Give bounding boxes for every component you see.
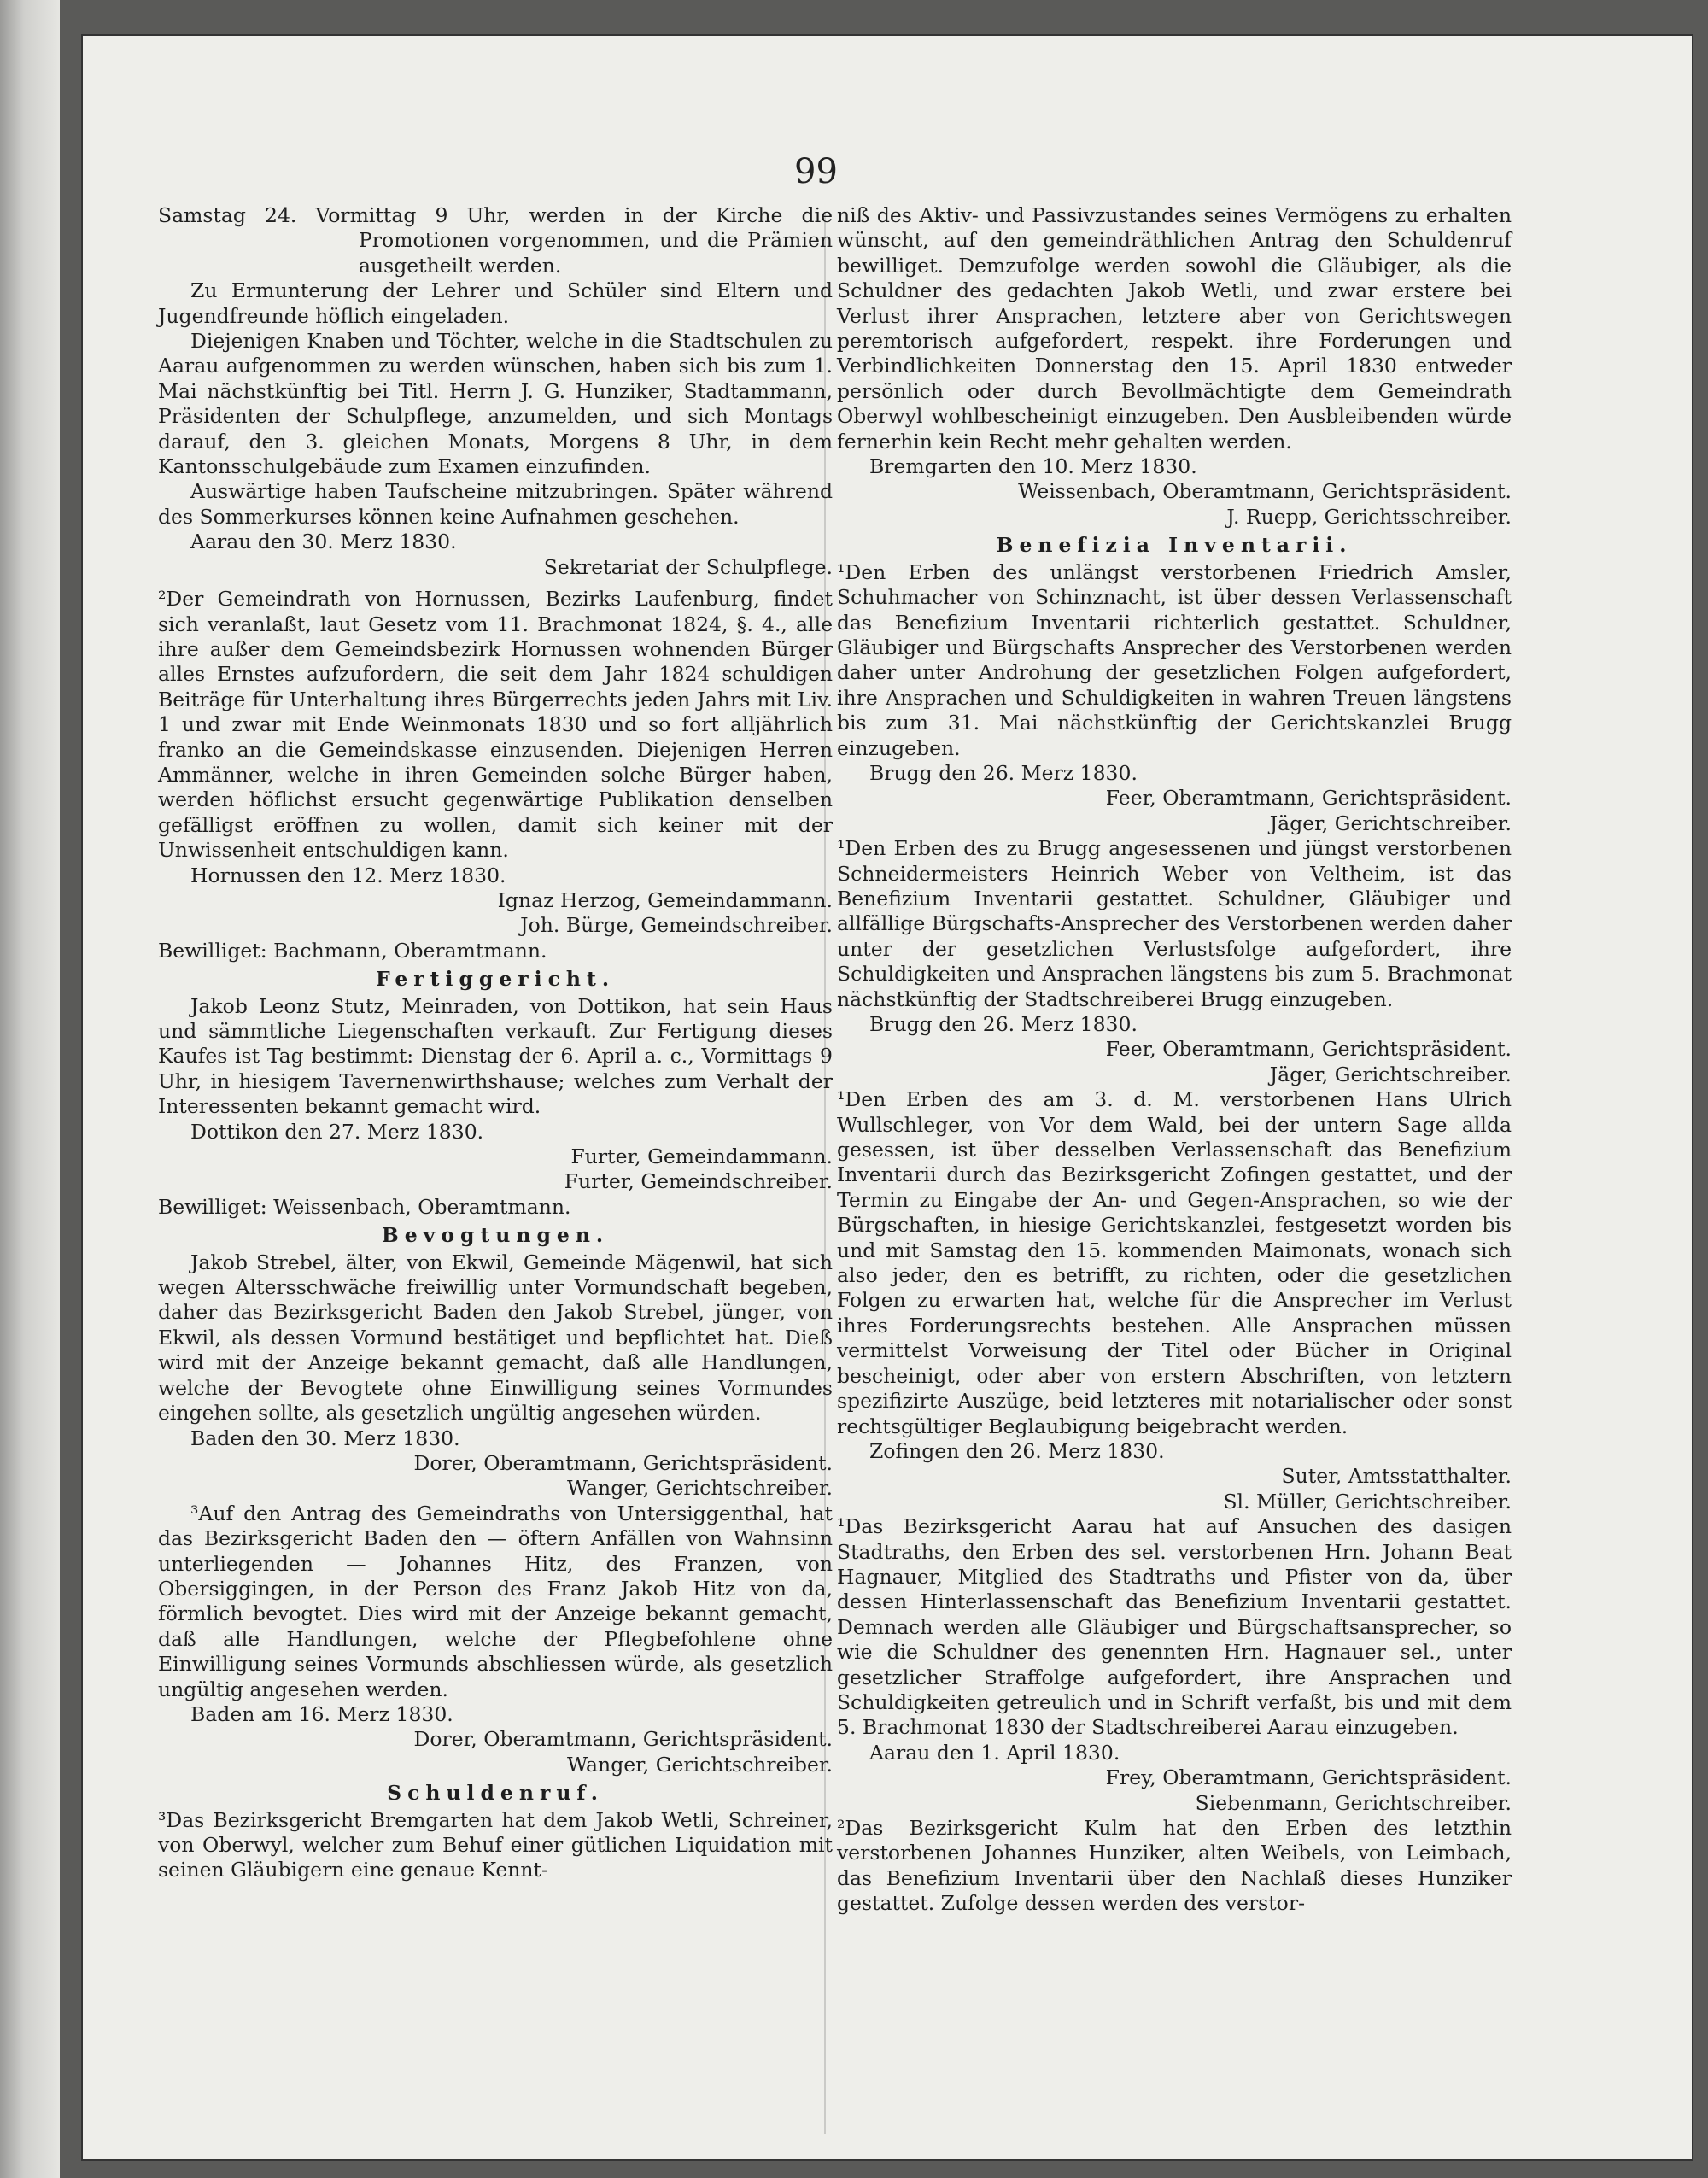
- signature: Sekretariat der Schulpflege.: [543, 554, 833, 579]
- page-number: 99: [794, 152, 838, 191]
- dateline: Dottikon den 27. Merz 1830.: [190, 1119, 484, 1144]
- paragraph: ¹Den Erben des unlängst verstorbenen Friedrich Amsler, Schuhmacher von Schinznacht, ist über dessen Verlassenschaft das Benefizium Inventarii richterlich gestattet. Schuldner, Gläubiger und Bürgschafts Ansprecher des Verstorbenen werden daher unter Androhung der gesetzlichen Folgen aufgefordert, ihre Ansprachen und Schuldigkeiten in wahren Treuen längstens bis zum 31. Mai nächstkünftig der Gerichtskanzlei Brugg einzugeben.: [837, 559, 1512, 760]
- left-column: [158, 203, 833, 1883]
- paragraph: ¹Den Erben des zu Brugg angesessenen und jüngst verstorbenen Schneidermeisters Heinrich Weber von Veltheim, ist das Benefizium Inventarii gestattet. Schuldner, Gläubiger und allfällige Bürgschafts-Ansprecher des Verstorbenen werden daher unter der gesetzlichen Verlustsfolge aufgefordert, ihre Schuldigkeiten und Ansprachen längstens bis zum 5. Brachmonat nächstkünftig der Stadtschreiberei Brugg einzugeben.: [837, 836, 1512, 1011]
- signature: Feer, Oberamtmann, Gerichtspräsident.: [1105, 1037, 1512, 1062]
- paragraph: Zu Ermunterung der Lehrer und Schüler sind Eltern und Jugendfreunde höflich eingeladen.: [158, 278, 833, 328]
- right-column: [837, 203, 1512, 1917]
- signature: Joh. Bürge, Gemeindschreiber.: [520, 913, 833, 938]
- approval-line: Bewilliget: Bachmann, Oberamtmann.: [158, 938, 547, 963]
- paragraph: Auswärtige haben Taufscheine mitzubringen. Später während des Sommerkurses können keine Aufnahmen geschehen.: [158, 479, 833, 529]
- paragraph: Diejenigen Knaben und Töchter, welche in die Stadtschulen zu Aarau aufgenommen zu werden wünschen, haben sich bis zum 1. Mai nächstkünftig bei Titl. Herrn J. G. Hunziker, Stadtammann, Präsidenten der Schulpflege, anzumelden, und sich Montags darauf, den 3. gleichen Monats, Morgens 8 Uhr, in dem Kantonsschulgebäude zum Examen einzufinden.: [158, 329, 833, 479]
- paragraph: ³Auf den Antrag des Gemeindraths von Untersiggenthal, hat das Bezirksgericht Baden den — öftern Anfällen von Wahnsinn unterliegenden — Johannes Hitz, des Franzen, von Obersiggingen, in der Person des Franz Jakob Hitz von da, förmlich bevogtet. Dies wird mit der Anzeige bekannt gemacht, daß alle Handlungen, welche der Pflegbefohlene ohne Einwilligung seines Vormunds abschliessen würde, als gesetzlich ungültig angesehen werden.: [158, 1501, 833, 1701]
- signature: J. Ruepp, Gerichtsschreiber.: [1226, 504, 1512, 529]
- dateline: Baden den 30. Merz 1830.: [190, 1426, 460, 1450]
- approval-line: Bewilliget: Weissenbach, Oberamtmann.: [158, 1194, 571, 1219]
- paragraph: Jakob Leonz Stutz, Meinraden, von Dottikon, hat sein Haus und sämmtliche Liegenschaften verkauft. Zur Fertigung dieses Kaufes ist Tag bestimmt: Dienstag der 6. April a. c., Vormittags 9 Uhr, in hiesigem Tavernenwirthshause; welches zum Verhalt der Interessenten bekannt gemacht wird.: [158, 993, 833, 1119]
- book-spine-shadow: [0, 0, 60, 2178]
- section-heading: Bevogtungen.: [381, 1223, 610, 1248]
- signature: Frey, Oberamtmann, Gerichtspräsident.: [1105, 1765, 1512, 1790]
- signature: Furter, Gemeindschreiber.: [564, 1169, 833, 1194]
- paragraph: ²Das Bezirksgericht Kulm hat den Erben des letzthin verstorbenen Johannes Hunziker, alten Weibels, von Leimbach, das Benefizium Inventarii über den Nachlaß dieses Hunziker gestattet. Zufolge dessen werden des verstor-: [837, 1816, 1512, 1916]
- dateline: Bremgarten den 10. Merz 1830.: [869, 454, 1197, 479]
- signature: Wanger, Gerichtschreiber.: [566, 1752, 833, 1777]
- paragraph: Jakob Strebel, älter, von Ekwil, Gemeinde Mägenwil, hat sich wegen Altersschwäche freiwillig unter Vormundschaft begeben, daher das Bezirksgericht Baden den Jakob Strebel, jünger, von Ekwil, als dessen Vormund bestätiget und bepflichtet hat. Dieß wird mit der Anzeige bekannt gemacht, daß alle Handlungen, welche der Bevogtete ohne Einwilligung seines Vormundes eingehen sollte, als gesetzlich ungültig angesehen würden.: [158, 1250, 833, 1426]
- paragraph: ²Der Gemeindrath von Hornussen, Bezirks Laufenburg, findet sich veranlaßt, laut Gesetz vom 11. Brachmonat 1824, §. 4., alle ihre außer dem Gemeindsbezirk Hornussen wohnenden Bürger alles Ernstes aufzufordern, die seit dem Jahr 1824 schuldigen Beiträge für Unterhaltung ihres Bürgerrechts jeden Jahrs mit Liv. 1 und zwar mit Ende Weinmonats 1830 und so fort alljährlich franko an die Gemeindskasse einzusenden. Diejenigen Herren Ammänner, welche in ihren Gemeinden solche Bürger haben, werden höflichst ersucht gegenwärtige Publikation denselben gefälligst eröffnen zu wollen, damit sich keiner mit der Unwissenheit entschuldigen kann.: [158, 587, 833, 863]
- signature: Jäger, Gerichtschreiber.: [1269, 1062, 1512, 1086]
- signature: Siebenmann, Gerichtschreiber.: [1195, 1790, 1512, 1815]
- section-heading: Benefizia Inventarii.: [996, 533, 1353, 558]
- dateline: Aarau den 1. April 1830.: [869, 1740, 1120, 1765]
- paragraph: niß des Aktiv- und Passivzustandes seines Vermögens zu erhalten wünscht, auf den gemeindräthlichen Antrag den Schuldenruf bewilliget. Demzufolge werden sowohl die Gläubiger, als die Schuldner des gedachten Jakob Wetli, und zwar erstere bei Verlust ihrer Ansprachen, letztere aber von Gerichtswegen peremtorisch aufgefordert, respekt. ihre Forderungen und Verbindlichkeiten Donnerstag den 15. April 1830 entweder persönlich oder durch Bevollmächtigte dem Gemeindrath Oberwyl wohlbescheinigt einzugeben. Den Ausbleibenden würde fernerhin kein Recht mehr gehalten werden.: [837, 203, 1512, 454]
- section-heading: Schuldenruf.: [387, 1781, 604, 1806]
- dateline: Baden am 16. Merz 1830.: [190, 1701, 453, 1726]
- paragraph: ³Das Bezirksgericht Bremgarten hat dem Jakob Wetli, Schreiner, von Oberwyl, welcher zum Behuf einer gütlichen Liquidation mit seinen Gläubigern eine genaue Kennt-: [158, 1807, 833, 1882]
- paragraph: Samstag 24. Vormittag 9 Uhr, werden in der Kirche die Promotionen vorgenommen, und die Prämien ausgetheilt werden.: [158, 203, 833, 278]
- dateline: Zofingen den 26. Merz 1830.: [869, 1438, 1165, 1463]
- dateline: Aarau den 30. Merz 1830.: [190, 530, 457, 554]
- signature: Dorer, Oberamtmann, Gerichtspräsident.: [413, 1727, 833, 1752]
- signature: Wanger, Gerichtschreiber.: [566, 1476, 833, 1501]
- signature: Feer, Oberamtmann, Gerichtspräsident.: [1105, 786, 1512, 811]
- dateline: Brugg den 26. Merz 1830.: [869, 1012, 1138, 1036]
- signature: Weissenbach, Oberamtmann, Gerichtspräsident.: [1018, 479, 1512, 504]
- dateline: Hornussen den 12. Merz 1830.: [190, 863, 506, 887]
- section-heading: Fertiggericht.: [375, 967, 616, 992]
- signature: Sl. Müller, Gerichtschreiber.: [1223, 1489, 1512, 1513]
- paragraph: ¹Das Bezirksgericht Aarau hat auf Ansuchen des dasigen Stadtraths, den Erben des sel. verstorbenen Hrn. Johann Beat Hagnauer, Mitglied des Stadtraths und Pfister von da, über dessen Hinterlassenschaft das Benefizium Inventarii gestattet. Demnach werden alle Gläubiger und Bürgschaftsansprecher, so wie die Schuldner des genennten Hrn. Hagnauer sel., unter gesetzlicher Straffolge aufgefordert, ihre Ansprachen und Schuldigkeiten getreulich und in Schrift verfaßt, bis und mit dem 5. Brachmonat 1830 der Stadtschreiberei Aarau einzugeben.: [837, 1514, 1512, 1740]
- signature: Jäger, Gerichtschreiber.: [1269, 811, 1512, 835]
- signature: Furter, Gemeindammann.: [570, 1145, 833, 1169]
- paragraph: ¹Den Erben des am 3. d. M. verstorbenen Hans Ulrich Wullschleger, von Vor dem Wald, bei der untern Sage allda gesessen, ist über desselben Verlassenschaft das Benefizium Inventarii durch das Bezirksgericht Zofingen gestattet, und der Termin zu Eingabe der An- und Gegen-Ansprachen, so wie der Bürgschaften, in hiesige Gerichtskanzlei, festgesetzt worden bis und mit Samstag den 15. kommenden Maimonats, wonach sich also jeder, den es betrifft, zu richten, oder die gesetzlichen Folgen zu erwarten hat, welche für die Ansprecher im Verlust ihres Forderungsrechts bestehen. Alle Ansprachen müssen vermittelst Vorweisung der Titel oder Bücher in Original bescheinigt, oder aber von erstern Abschriften, von letztern spezifizirte Auszüge, beid letzteres mit notarialischer oder sonst rechtsgültiger Beglaubigung beigebracht werden.: [837, 1087, 1512, 1438]
- signature: Suter, Amtsstatthalter.: [1281, 1464, 1512, 1489]
- dateline: Brugg den 26. Merz 1830.: [869, 760, 1138, 785]
- signature: Ignaz Herzog, Gemeindammann.: [497, 887, 833, 912]
- signature: Dorer, Oberamtmann, Gerichtspräsident.: [413, 1450, 833, 1475]
